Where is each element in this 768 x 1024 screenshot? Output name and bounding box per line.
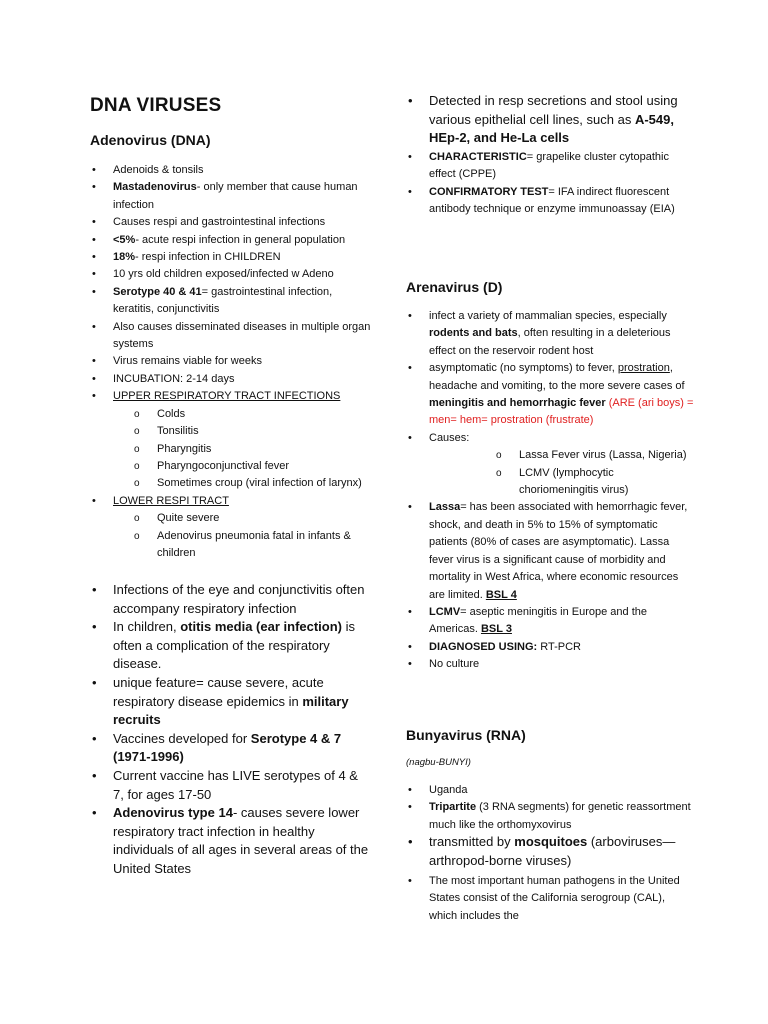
bunyavirus-bullets-b xyxy=(406,833,696,870)
list-item: • asymptomatic (no symptoms) to fever, prostration, headache and vomiting, to the more severe cases of meningitis and hemorrhagic fever (ARE (ari boys) = men= hem= prostration (frustrate) xyxy=(406,360,696,430)
list-item: • <5%- acute respi infection in general population xyxy=(90,232,372,249)
list-item: • 18%- respi infection in CHILDREN xyxy=(90,249,372,266)
list-item: o Quite severe xyxy=(113,510,372,527)
list-item: • Current vaccine has LIVE serotypes of 4 & 7, for ages 17-50 xyxy=(90,767,372,804)
arenavirus-heading: Arenavirus (D) xyxy=(406,279,503,295)
list-item: • Infections of the eye and conjunctivitis often accompany respiratory infection xyxy=(90,581,372,618)
list-item: • Adenoids & tonsils xyxy=(90,162,372,179)
page-title: DNA VIRUSES xyxy=(90,95,222,116)
list-item: o Pharyngitis xyxy=(113,441,372,458)
list-item: • No culture xyxy=(406,656,696,673)
list-item: • In children, otitis media (ear infection) is often a complication of the respiratory disease. xyxy=(90,618,372,674)
bunyavirus-note: (nagbu-BUNYI) xyxy=(406,757,471,768)
list-item: • infect a variety of mammalian species, especially rodents and bats, often resulting in a deleterious effect on the reservoir rodent host xyxy=(406,308,696,360)
list-item xyxy=(90,388,372,492)
list-item: • Lassa= has been associated with hemorrhagic fever, shock, and death in 5% to 15% of symptomatic patients (80% of cases are asymptomatic). Lassa fever virus is a significant cause of morbidity and mortality in West Africa, where economic resources are limited. BSL 4 xyxy=(406,499,696,603)
list-item: • The most important human pathogens in the United States consist of the California serogroup (CAL), which includes the xyxy=(406,873,696,925)
list-item: • Detected in resp secretions and stool using various epithelial cell lines, such as A-549, HEp-2, and He-La cells xyxy=(406,92,696,148)
list-item: • Mastadenovirus- only member that cause human infection xyxy=(90,179,372,214)
list-item: • LCMV= aseptic meningitis in Europe and the Americas. BSL 3 xyxy=(406,604,696,639)
list-item: • Causes: o Lassa Fever virus (Lassa, Nigeria) o LCMV (lymphocytic choriomeningitis virus) xyxy=(406,430,696,500)
list-item: • Tripartite (3 RNA segments) for genetic reassortment much like the orthomyxovirus xyxy=(406,799,696,834)
bunyavirus-bullets-a xyxy=(406,782,696,834)
detection-bullets xyxy=(406,92,696,148)
bunyavirus-heading: Bunyavirus (RNA) xyxy=(406,727,526,743)
list-item: • Also causes disseminated diseases in multiple organ systems xyxy=(90,319,372,354)
list-item: • Causes respi and gastrointestinal infections xyxy=(90,214,372,231)
list-item: • Vaccines developed for Serotype 4 & 7 (1971-1996) xyxy=(90,730,372,767)
causes-list xyxy=(429,447,696,499)
list-item: • Uganda xyxy=(406,782,696,799)
list-item: • INCUBATION: 2-14 days xyxy=(90,371,372,388)
lower-respiratory-list xyxy=(113,510,372,562)
list-item: o Tonsilitis xyxy=(113,423,372,440)
list-item: o LCMV (lymphocytic choriomeningitis virus) xyxy=(429,465,696,500)
upper-respiratory-heading: UPPER RESPIRATORY TRACT INFECTIONS xyxy=(113,390,341,403)
list-item: • CHARACTERISTIC= grapelike cluster cytopathic effect (CPPE) xyxy=(406,149,696,184)
bunyavirus-bullets-c xyxy=(406,873,696,925)
list-item: • Serotype 40 & 41= gastrointestinal infection, keratitis, conjunctivitis xyxy=(90,284,372,319)
list-item: o Colds xyxy=(113,406,372,423)
adenovirus-heading: Adenovirus (DNA) xyxy=(90,132,211,148)
adenovirus-bullets xyxy=(90,162,372,562)
list-item: • transmitted by mosquitoes (arboviruses—arthropod-borne viruses) xyxy=(406,833,696,870)
list-item: o Pharyngoconjunctival fever xyxy=(113,458,372,475)
adenovirus-details xyxy=(90,581,372,879)
list-item: o Sometimes croup (viral infection of larynx) xyxy=(113,475,372,492)
list-item: • CONFIRMATORY TEST= IFA indirect fluorescent antibody technique or enzyme immunoassay (EIA) xyxy=(406,184,696,219)
list-item: o Lassa Fever virus (Lassa, Nigeria) xyxy=(429,447,696,464)
list-item: o Adenovirus pneumonia fatal in infants & children xyxy=(113,528,372,563)
list-item: • 10 yrs old children exposed/infected w Adeno xyxy=(90,266,372,283)
list-item xyxy=(90,493,372,563)
test-bullets xyxy=(406,149,696,219)
list-item: • Adenovirus type 14- causes severe lower respiratory tract infection in healthy individuals of all ages in several areas of the United States xyxy=(90,804,372,878)
upper-respiratory-list xyxy=(113,406,372,493)
list-item: • unique feature= cause severe, acute respiratory disease epidemics in military recruits xyxy=(90,674,372,730)
list-item: • DIAGNOSED USING: RT-PCR xyxy=(406,639,696,656)
arenavirus-bullets xyxy=(406,308,696,674)
list-item: • Virus remains viable for weeks xyxy=(90,353,372,370)
lower-respiratory-heading: LOWER RESPI TRACT xyxy=(113,494,229,507)
